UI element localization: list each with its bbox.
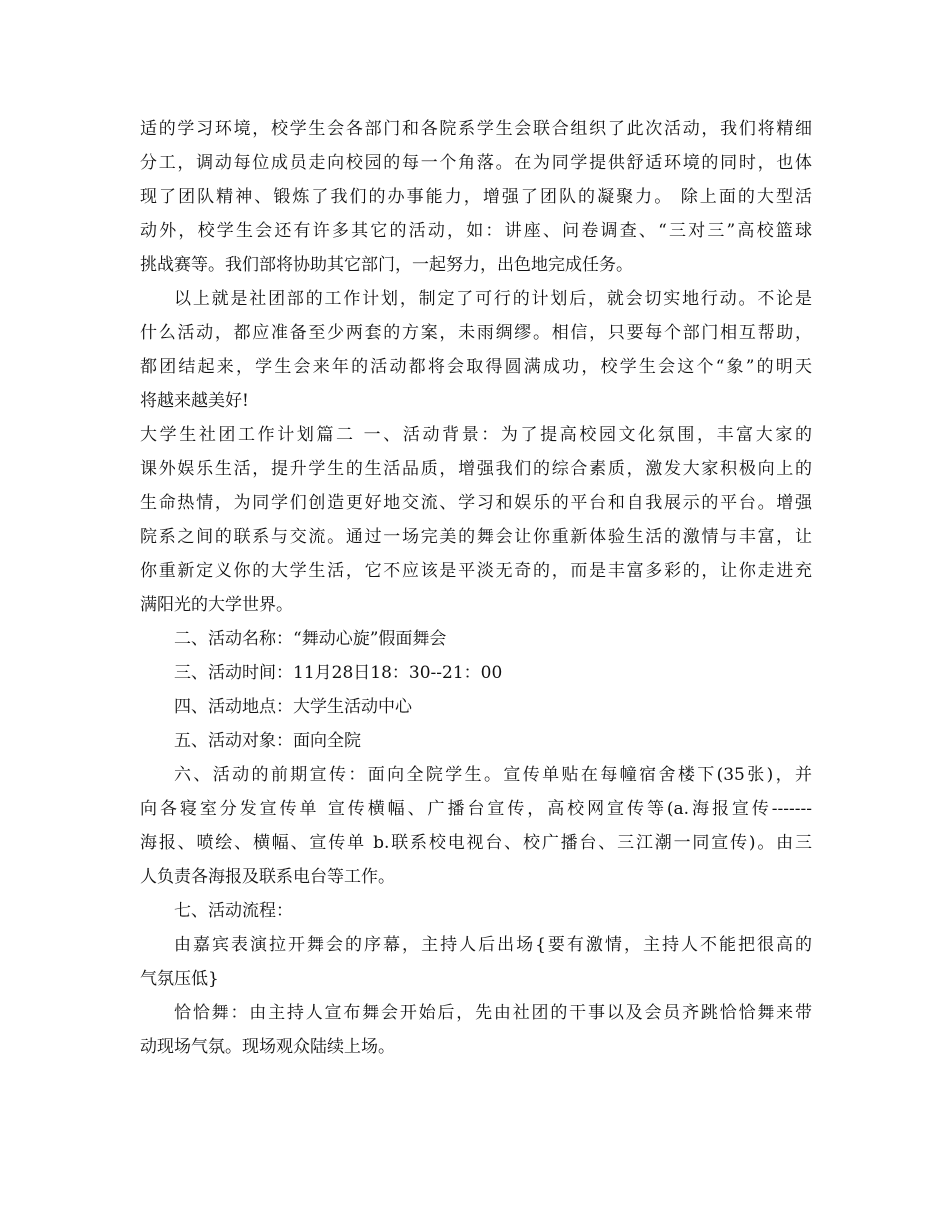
activity-name-line: 二、活动名称：“舞动心旋”假面舞会 xyxy=(174,629,447,649)
body-line: 适的学习环境，校学生会各部门和各院系学生会联合组织了此次活动，我们将精细 xyxy=(140,119,812,139)
body-line: 气氛压低} xyxy=(140,969,219,989)
body-line: 生命热情，为同学们创造更好地交流、学习和娱乐的平台和自我展示的平台。增强 xyxy=(140,493,812,513)
activity-audience-line: 五、活动对象：面向全院 xyxy=(174,731,361,751)
activity-location-line: 四、活动地点：大学生活动中心 xyxy=(174,697,412,717)
paragraph-first-line: 恰恰舞：由主持人宣布舞会开始后，先由社团的干事以及会员齐跳恰恰舞来带 xyxy=(174,1003,812,1023)
paragraph-first-line: 由嘉宾表演拉开舞会的序幕，主持人后出场{要有激情，主持人不能把很高的 xyxy=(174,935,812,955)
body-line: 人负责各海报及联系电台等工作。 xyxy=(140,867,395,887)
body-line: 都团结起来，学生会来年的活动都将会取得圆满成功，校学生会这个“象”的明天 xyxy=(140,357,812,377)
body-line: 动外，校学生会还有许多其它的活动，如：讲座、问卷调查、“三对三”高校篮球 xyxy=(140,221,812,241)
body-line: 现了团队精神、锻炼了我们的办事能力，增强了团队的凝聚力。 除上面的大型活 xyxy=(140,187,812,207)
body-line: 将越来越美好! xyxy=(140,391,249,411)
activity-time-line: 三、活动时间：11月28日18：30--21：00 xyxy=(174,663,503,683)
paragraph-first-line: 以上就是社团部的工作计划，制定了可行的计划后，就会切实地行动。不论是 xyxy=(174,289,812,309)
body-line: 你重新定义你的大学生活，它不应该是平淡无奇的，而是丰富多彩的，让你走进充 xyxy=(140,561,812,581)
body-line: 向各寝室分发宣传单 宣传横幅、广播台宣传，高校网宣传等(a.海报宣传------- xyxy=(140,799,812,819)
section-heading-line: 大学生社团工作计划篇二 一、活动背景：为了提高校园文化氛围，丰富大家的 xyxy=(140,425,812,445)
body-line: 课外娱乐生活，提升学生的生活品质，增强我们的综合素质，激发大家积极向上的 xyxy=(140,459,812,479)
activity-flow-heading: 七、活动流程： xyxy=(174,901,293,921)
body-line: 院系之间的联系与交流。通过一场完美的舞会让你重新体验生活的激情与丰富，让 xyxy=(140,527,812,547)
body-line: 满阳光的大学世界。 xyxy=(140,595,293,615)
body-line: 动现场气氛。现场观众陆续上场。 xyxy=(140,1037,395,1057)
body-line: 什么活动，都应准备至少两套的方案，未雨绸缪。相信，只要每个部门相互帮助， xyxy=(140,323,812,343)
body-line: 挑战赛等。我们部将协助其它部门，一起努力，出色地完成任务。 xyxy=(140,255,633,275)
paragraph-first-line: 六、活动的前期宣传：面向全院学生。宣传单贴在每幢宿舍楼下(35张)，并 xyxy=(174,765,812,785)
body-line: 分工，调动每位成员走向校园的每一个角落。在为同学提供舒适环境的同时，也体 xyxy=(140,153,812,173)
body-line: 海报、喷绘、横幅、宣传单 b.联系校电视台、校广播台、三江潮一同宣传)。由三 xyxy=(140,833,812,853)
